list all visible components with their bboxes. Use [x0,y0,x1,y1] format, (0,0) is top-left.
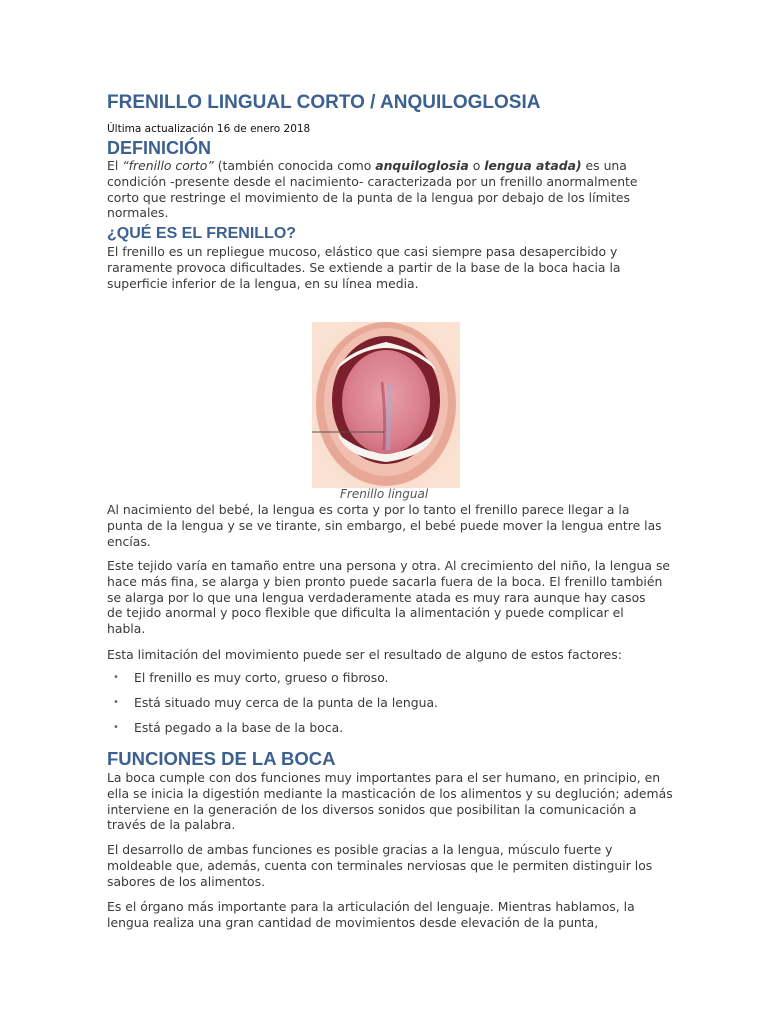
funciones-line: Es el órgano más importante para la articulación del lenguaje. Mientras hablamos, la [107,899,635,914]
paragraph-funciones-2 [107,842,662,889]
term-lengua-atada: lengua atada) [484,158,582,173]
paragraph-tejido [107,558,671,637]
mouth-illustration [312,322,460,488]
limitacion-line: Esta limitación del movimiento puede ser el resultado de alguno de estos factores: [107,647,622,662]
heading-que-es-frenillo: ¿QUÉ ES EL FRENILLO? [107,225,297,242]
que-es-line: raramente provoca dificultades. Se extiende a partir de la base de la boca hacia la [107,259,621,275]
funciones-line: sabores de los alimentos. [107,873,266,889]
funciones-line: El desarrollo de ambas funciones es posible gracias a la lengua, músculo fuerte y [107,842,613,857]
definicion-line-1 [107,158,662,174]
last-updated: Última actualización 16 de enero 2018 [107,123,311,135]
heading-definicion: DEFINICIÓN [107,138,212,158]
list-item-text: El frenillo es muy corto, grueso o fibroso. [134,670,389,685]
text-run: es una [581,158,627,173]
paragraph-nacimiento [107,502,662,549]
text-run: (también conocida como [213,158,376,173]
heading-funciones: FUNCIONES DE LA BOCA [107,748,336,769]
funciones-line: través de la palabra. [107,817,236,833]
tejido-line: de tejido anormal y poco flexible que dificulta la alimentación y puede complicar el [107,605,624,621]
term-anquiloglosia: anquiloglosia [375,158,469,173]
bullet-icon: • [113,697,119,708]
factors-list [107,670,667,745]
nacimiento-line: punta de la lengua y se ve tirante, sin embargo, el bebé puede mover la lengua entre las [107,517,662,533]
tejido-line: Este tejido varía en tamaño entre una persona y otra. Al crecimiento del niño, la lengua se [107,558,671,573]
paragraph-limitacion [107,647,662,663]
nacimiento-line: Al nacimiento del bebé, la lengua es corta y por lo tanto el frenillo parece llegar a la [107,502,630,517]
funciones-line: interviene en la generación de los diversos sonidos que posibilitan la comunicación a [107,801,637,817]
text-run: El [107,158,123,173]
tejido-line: hace más fina, se alarga y bien pronto puede sacarla fuera de la boca. El frenillo también [107,573,663,589]
paragraph-funciones-1 [107,770,673,833]
funciones-line: lengua realiza una gran cantidad de movimientos desde elevación de la punta, [107,914,599,930]
list-item-text: Está pegado a la base de la boca. [134,720,344,735]
mouth-illustration-svg [312,322,460,488]
text-run: o [468,158,485,173]
bullet-icon: • [113,722,119,733]
definicion-line-3: corto que restringe el movimiento de la punta de la lengua por debajo de los límites [107,189,631,205]
page-title: FRENILLO LINGUAL CORTO / ANQUILOGLOSIA [107,92,541,113]
paragraph-funciones-3 [107,899,662,931]
paragraph-que-es [107,244,662,291]
figure-caption: Frenillo lingual [340,487,429,501]
tejido-line: se alarga por lo que una lengua verdaderamente atada es muy rara aunque hay casos [107,589,646,605]
nacimiento-line: encías. [107,533,151,549]
term-frenillo-corto: “frenillo corto” [122,158,214,173]
bullet-icon: • [113,672,119,683]
definicion-line-2: condición -presente desde el nacimiento- caracterizada por un frenillo anormalmente [107,173,638,189]
funciones-line: moldeable que, además, cuenta con terminales nerviosas que le permiten distinguir los [107,857,653,873]
funciones-line: La boca cumple con dos funciones muy importantes para el ser humano, en principio, en [107,770,661,785]
list-item [107,695,667,720]
list-item-text: Está situado muy cerca de la punta de la lengua. [134,695,438,710]
definicion-line-4: normales. [107,205,169,221]
list-item [107,670,667,695]
list-item [107,720,667,745]
funciones-line: ella se inicia la digestión mediante la masticación de los alimentos y su deglución; además [107,785,673,801]
tejido-line: habla. [107,621,146,637]
que-es-line: superficie inferior de la lengua, en su línea media. [107,275,419,291]
paragraph-definicion [107,158,662,221]
que-es-line: El frenillo es un repliegue mucoso, elástico que casi siempre pasa desapercibido y [107,244,618,259]
